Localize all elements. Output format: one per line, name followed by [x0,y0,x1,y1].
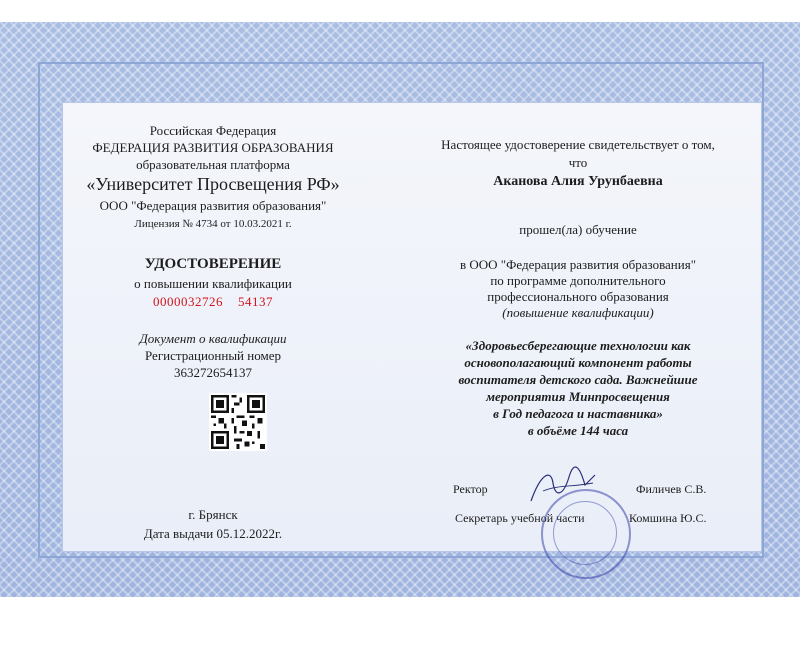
recipient-name: Аканова Алия Урунбаевна [493,174,663,189]
intro-text: Настоящее удостоверение свидетельствует о том, [441,137,715,152]
program-line-2: профессионального образования [487,289,669,304]
qualification-doc-label: Документ о квалификации [139,331,287,346]
course-title-line-3: воспитателя детского сада. Важнейшие [458,372,698,387]
registration-label: Регистрационный номер [145,348,281,363]
program-type: (повышение квалификации) [502,305,654,320]
license-text: Лицензия № 4734 от 10.03.2021 г. [134,218,292,230]
platform-label: образовательная платформа [136,157,290,172]
organization-stamp [541,489,631,579]
course-title-line-4: мероприятия Минпросвещения [486,389,670,404]
secretary-name: Комшина Ю.С. [629,511,707,525]
certificate-frame [0,22,800,597]
provider-text: в ООО "Федерация развития образования" [459,257,697,272]
platform-name: «Университет Просвещения РФ» [86,174,340,194]
document-subtitle: о повышении квалификации [134,276,292,291]
certificate-paper [62,102,762,552]
rector-name: Филичев С.В. [636,482,707,496]
serial-number: 0000032726 54137 [153,294,273,309]
document-title: УДОСТОВЕРЕНИЕ [144,256,282,272]
issue-date: Дата выдачи 05.12.2022г. [143,526,283,541]
course-title-line-2: основополагающий компонент работы [464,355,692,370]
organization-title: ФЕДЕРАЦИЯ РАЗВИТИЯ ОБРАЗОВАНИЯ [92,140,334,155]
company-name: ООО "Федерация развития образования" [99,198,327,213]
program-line-1: по программе дополнительного [490,273,666,288]
that-text: что [568,155,588,170]
course-hours: в объёме 144 часа [527,423,629,438]
stamp-inner-ring [553,501,617,565]
country-text: Российская Федерация [149,123,277,138]
city-text: г. Брянск [188,507,238,522]
secretary-label: Секретарь учебной части [455,511,585,525]
rector-label: Ректор [453,482,488,496]
qr-code [209,393,267,451]
course-title-line-5: в Год педагога и наставника» [493,406,663,421]
registration-number: 363272654137 [174,365,252,380]
course-title-line-1: «Здоровьесберегающие технологии как [465,338,691,353]
completed-text: прошел(ла) обучение [519,222,637,237]
